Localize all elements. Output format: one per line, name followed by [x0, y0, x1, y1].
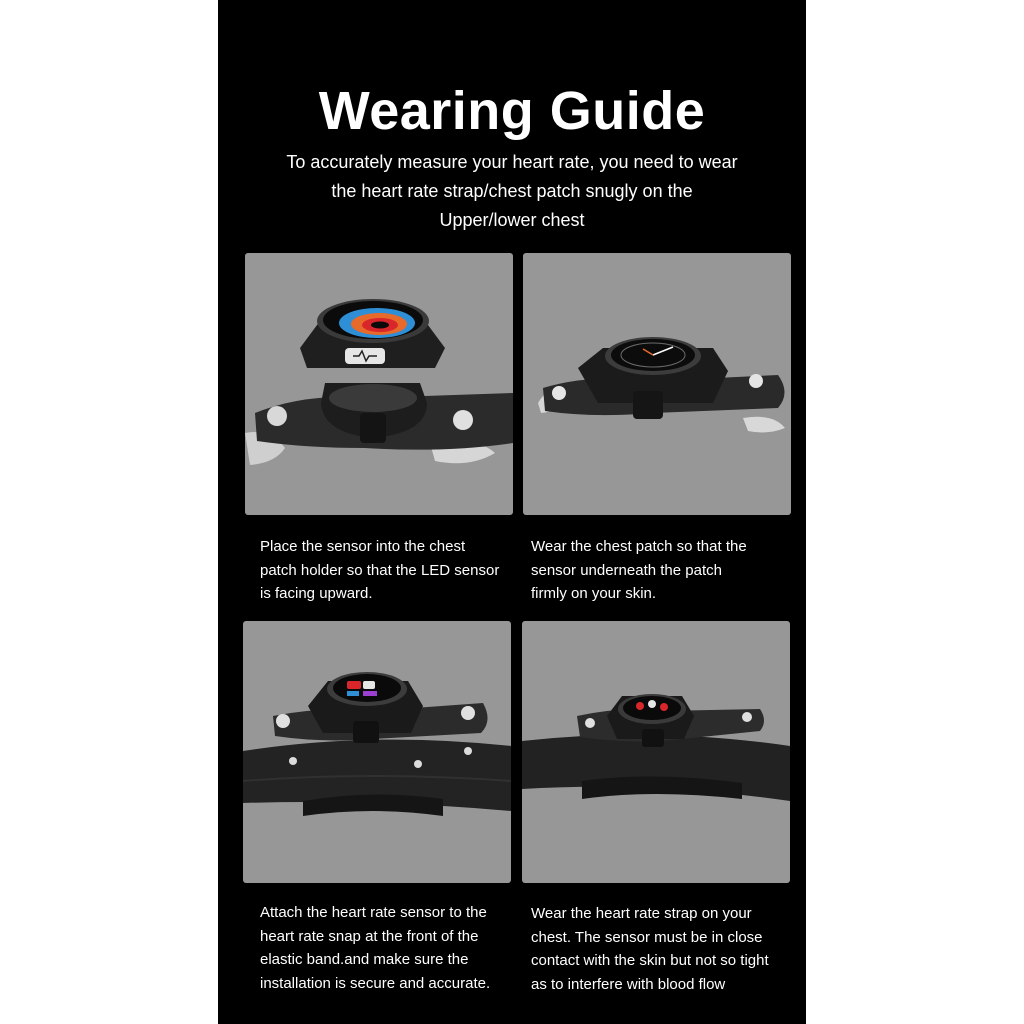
- intro-line: Upper/lower chest: [439, 210, 585, 230]
- caption-line: heart rate snap at the front of the: [260, 927, 479, 945]
- step-2-caption: [531, 535, 801, 606]
- caption-line: installation is secure and accurate.: [260, 974, 491, 992]
- caption-line: Wear the chest patch so that the: [531, 538, 747, 555]
- caption-line: contact with the skin but not so tight: [531, 952, 769, 969]
- caption-line: Attach the heart rate sensor to the: [260, 904, 487, 921]
- caption-line: Place the sensor into the chest: [260, 538, 466, 555]
- caption-line: firmly on your skin.: [531, 585, 657, 602]
- sensor-on-band-illustration: [243, 621, 511, 883]
- caption-line: Wear the heart rate strap on your: [531, 905, 752, 922]
- intro-line: To accurately measure your heart rate, you need to wear: [286, 152, 738, 172]
- step-3-image: [243, 621, 511, 883]
- caption-line: patch holder so that the LED sensor: [260, 561, 500, 579]
- intro-text: [238, 148, 786, 235]
- caption-line: as to interfere with blood flow: [531, 975, 726, 993]
- step-2-image: [523, 253, 791, 515]
- step-1-caption: [260, 535, 530, 606]
- caption-line: is facing upward.: [260, 585, 373, 602]
- caption-line: sensor underneath the patch: [531, 561, 722, 579]
- step-1-image: [245, 253, 513, 515]
- caption-line: chest. The sensor must be in close: [531, 928, 763, 946]
- wearing-guide-poster: [218, 0, 806, 1024]
- step-4-caption: [531, 902, 801, 996]
- page-title: Wearing Guide: [318, 81, 706, 141]
- sensor-above-patch-illustration: [245, 253, 513, 515]
- sensor-in-patch-illustration: [523, 253, 791, 515]
- intro-line: the heart rate strap/chest patch snugly on the: [331, 181, 693, 201]
- step-4-image: [522, 621, 790, 883]
- sensor-on-strap-illustration: [522, 621, 790, 883]
- step-3-caption: [260, 901, 530, 995]
- caption-line: elastic band.and make sure the: [260, 951, 469, 968]
